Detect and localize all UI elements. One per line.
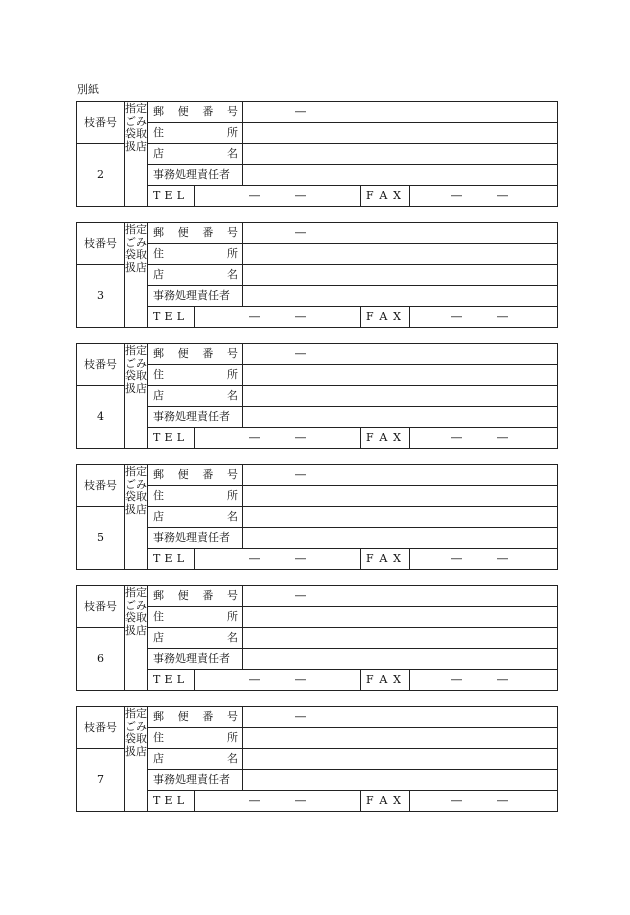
address-field[interactable]: [243, 244, 558, 265]
store-name-field[interactable]: [243, 144, 558, 165]
manager-label: 事務処理責任者: [148, 528, 243, 549]
tel-label: T E L: [148, 186, 195, 207]
fax-dash: ―: [497, 310, 508, 323]
address-label: 住 所: [148, 244, 243, 265]
fax-dash: ―: [451, 310, 462, 323]
branch-number-header: 枝番号: [77, 465, 125, 507]
postal-code-dash: ―: [295, 105, 306, 118]
postal-code-label: 郵 便 番 号: [148, 344, 243, 365]
tel-dash: ―: [295, 189, 306, 202]
store-entry: [76, 101, 557, 202]
tel-field[interactable]: [195, 307, 361, 328]
tel-field[interactable]: [195, 549, 361, 570]
branch-number-value: 4: [77, 386, 125, 449]
postal-code-field[interactable]: [243, 707, 558, 728]
manager-label: 事務処理責任者: [148, 286, 243, 307]
branch-number-header: 枝番号: [77, 102, 125, 144]
fax-field[interactable]: [410, 428, 558, 449]
store-name-field[interactable]: [243, 749, 558, 770]
fax-field[interactable]: [410, 549, 558, 570]
postal-code-dash: ―: [295, 589, 306, 602]
tel-dash: ―: [249, 431, 260, 444]
manager-field[interactable]: [243, 770, 558, 791]
manager-label: 事務処理責任者: [148, 649, 243, 670]
postal-code-field[interactable]: [243, 102, 558, 123]
branch-number-header: 枝番号: [77, 344, 125, 386]
store-name-label: 店 名: [148, 749, 243, 770]
tel-label: T E L: [148, 549, 195, 570]
fax-dash: ―: [451, 189, 462, 202]
tel-dash: ―: [295, 431, 306, 444]
tel-dash: ―: [249, 673, 260, 686]
store-name-field[interactable]: [243, 507, 558, 528]
tel-dash: ―: [295, 310, 306, 323]
fax-label: F A X: [361, 549, 410, 570]
store-name-label: 店 名: [148, 628, 243, 649]
address-label: 住 所: [148, 365, 243, 386]
address-field[interactable]: [243, 486, 558, 507]
manager-field[interactable]: [243, 286, 558, 307]
postal-code-label: 郵 便 番 号: [148, 465, 243, 486]
branch-number-value: 7: [77, 749, 125, 812]
store-entry: [76, 343, 557, 444]
address-label: 住 所: [148, 486, 243, 507]
manager-label: 事務処理責任者: [148, 165, 243, 186]
tel-field[interactable]: [195, 791, 361, 812]
address-label: 住 所: [148, 607, 243, 628]
fax-dash: ―: [451, 552, 462, 565]
store-entry: [76, 706, 557, 807]
fax-dash: ―: [497, 431, 508, 444]
tel-dash: ―: [295, 673, 306, 686]
fax-label: F A X: [361, 186, 410, 207]
tel-label: T E L: [148, 670, 195, 691]
branch-number-value: 3: [77, 265, 125, 328]
fax-dash: ―: [497, 189, 508, 202]
tel-dash: ―: [249, 552, 260, 565]
manager-label: 事務処理責任者: [148, 770, 243, 791]
tel-field[interactable]: [195, 186, 361, 207]
fax-dash: ―: [451, 673, 462, 686]
postal-code-dash: ―: [295, 347, 306, 360]
designated-bag-store-label: 指定ごみ袋取扱店: [125, 344, 148, 449]
branch-number-header: 枝番号: [77, 707, 125, 749]
tel-dash: ―: [249, 310, 260, 323]
manager-field[interactable]: [243, 649, 558, 670]
store-name-label: 店 名: [148, 265, 243, 286]
postal-code-field[interactable]: [243, 465, 558, 486]
postal-code-label: 郵 便 番 号: [148, 102, 243, 123]
fax-field[interactable]: [410, 186, 558, 207]
address-label: 住 所: [148, 123, 243, 144]
address-field[interactable]: [243, 123, 558, 144]
fax-dash: ―: [451, 794, 462, 807]
fax-label: F A X: [361, 307, 410, 328]
tel-label: T E L: [148, 791, 195, 812]
store-entry: [76, 222, 557, 323]
fax-label: F A X: [361, 670, 410, 691]
store-entry: [76, 585, 557, 686]
fax-dash: ―: [497, 552, 508, 565]
branch-number-value: 6: [77, 628, 125, 691]
fax-field[interactable]: [410, 670, 558, 691]
postal-code-field[interactable]: [243, 344, 558, 365]
designated-bag-store-label: 指定ごみ袋取扱店: [125, 586, 148, 691]
branch-number-header: 枝番号: [77, 223, 125, 265]
fax-label: F A X: [361, 428, 410, 449]
postal-code-label: 郵 便 番 号: [148, 586, 243, 607]
address-field[interactable]: [243, 365, 558, 386]
address-field[interactable]: [243, 607, 558, 628]
tel-dash: ―: [295, 552, 306, 565]
store-name-field[interactable]: [243, 265, 558, 286]
postal-code-dash: ―: [295, 226, 306, 239]
postal-code-field[interactable]: [243, 223, 558, 244]
postal-code-label: 郵 便 番 号: [148, 707, 243, 728]
tel-label: T E L: [148, 307, 195, 328]
store-name-field[interactable]: [243, 386, 558, 407]
postal-code-label: 郵 便 番 号: [148, 223, 243, 244]
address-field[interactable]: [243, 728, 558, 749]
postal-code-dash: ―: [295, 710, 306, 723]
fax-label: F A X: [361, 791, 410, 812]
designated-bag-store-label: 指定ごみ袋取扱店: [125, 223, 148, 328]
store-name-label: 店 名: [148, 386, 243, 407]
branch-number-header: 枝番号: [77, 586, 125, 628]
postal-code-dash: ―: [295, 468, 306, 481]
store-entry: [76, 464, 557, 565]
branch-number-value: 2: [77, 144, 125, 207]
tel-dash: ―: [249, 794, 260, 807]
store-name-label: 店 名: [148, 144, 243, 165]
fax-dash: ―: [451, 431, 462, 444]
tel-field[interactable]: [195, 428, 361, 449]
fax-field[interactable]: [410, 307, 558, 328]
tel-dash: ―: [295, 794, 306, 807]
designated-bag-store-label: 指定ごみ袋取扱店: [125, 465, 148, 570]
manager-label: 事務処理責任者: [148, 407, 243, 428]
tel-field[interactable]: [195, 670, 361, 691]
store-name-field[interactable]: [243, 628, 558, 649]
fax-dash: ―: [497, 673, 508, 686]
branch-number-value: 5: [77, 507, 125, 570]
fax-field[interactable]: [410, 791, 558, 812]
store-name-label: 店 名: [148, 507, 243, 528]
designated-bag-store-label: 指定ごみ袋取扱店: [125, 707, 148, 812]
tel-label: T E L: [148, 428, 195, 449]
designated-bag-store-label: 指定ごみ袋取扱店: [125, 102, 148, 207]
address-label: 住 所: [148, 728, 243, 749]
manager-field[interactable]: [243, 165, 558, 186]
page-label: 別紙: [77, 83, 99, 96]
manager-field[interactable]: [243, 528, 558, 549]
fax-dash: ―: [497, 794, 508, 807]
tel-dash: ―: [249, 189, 260, 202]
postal-code-field[interactable]: [243, 586, 558, 607]
manager-field[interactable]: [243, 407, 558, 428]
